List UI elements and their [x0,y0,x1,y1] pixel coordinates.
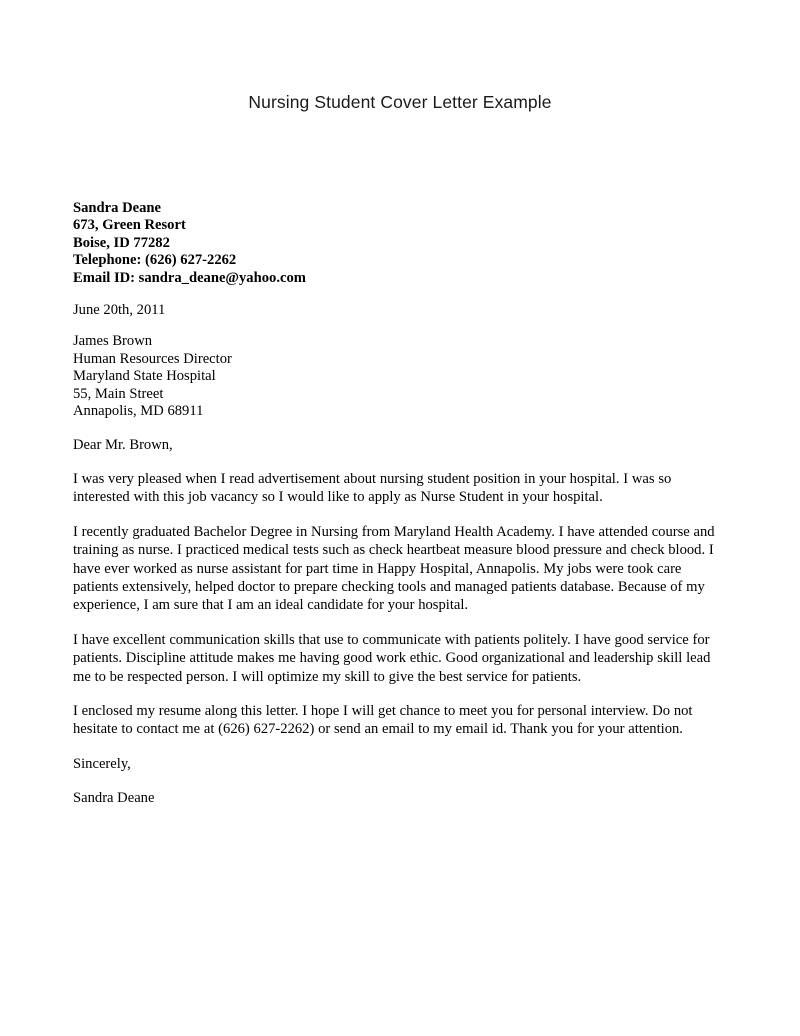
body-paragraph-4: I enclosed my resume along this letter. I hope I will get chance to meet you for personal interview. Do not hesitate to contact me at (626) 627-2262) or send an email to my email id. Thank you for your attention. [73,703,693,738]
recipient-name: James Brown [73,333,153,350]
salutation: Dear Mr. Brown, [73,437,173,453]
body-paragraph-1: I was very pleased when I read advertisement about nursing student position in your hospital. I was so interested with this job vacancy so I would like to apply as Nurse Student in your hospital. [73,471,672,506]
sender-telephone: Telephone: (626) 627-2262 [73,252,237,269]
sender-email: Email ID: sandra_deane@yahoo.com [73,269,306,286]
sender-address-block [73,200,718,287]
signature-name: Sandra Deane [73,789,155,806]
closing-valediction: Sincerely, [73,755,131,772]
recipient-street: 55, Main Street [73,385,164,402]
page-title: Nursing Student Cover Letter Example [248,92,552,112]
recipient-city-state: Annapolis, MD 68911 [73,403,204,420]
letter-date: June 20th, 2011 [73,302,166,319]
recipient-organization: Maryland State Hospital [73,368,216,385]
body-paragraph-2: I recently graduated Bachelor Degree in Nursing from Maryland Health Academy. I have attended course and training as nurse. I practiced medical tests such as check heartbeat measure blood pressure and check blood. I have ever worked as nurse assistant for part time in Happy Hospital, Annapolis. My jobs were took care patients extensively, helped doctor to prepare checking tools and managed patients database. Because of my experience, I am sure that I am an ideal candidate for your hospital. [73,523,715,614]
sender-city-state: Boise, ID 77282 [73,234,170,251]
letter-body [73,200,718,807]
sender-name: Sandra Deane [73,200,161,216]
body-paragraph-3: I have excellent communication skills that use to communicate with patients politely. I have good service for patients. Discipline attitude makes me having good work ethic. Good organizational and leadership skill lead me to be respected person. I will optimize my skill to give the best service for patients. [73,631,711,685]
recipient-address-block [73,333,718,421]
sender-street: 673, Green Resort [73,217,186,234]
recipient-title: Human Resources Director [73,350,232,367]
